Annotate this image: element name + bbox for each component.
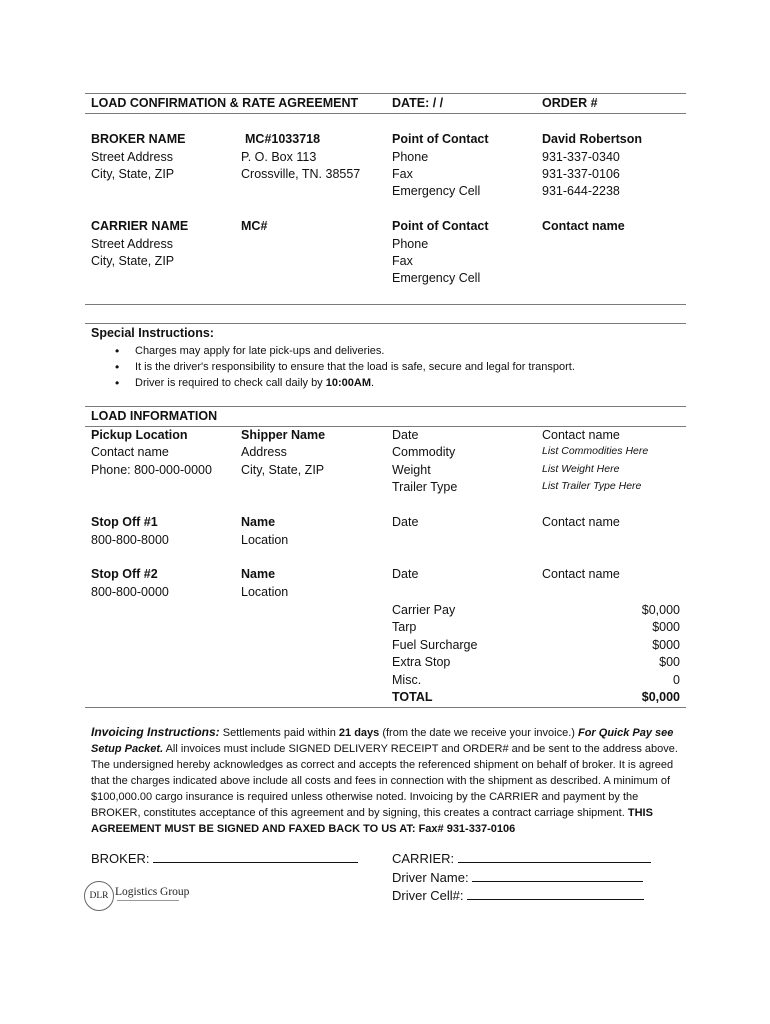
carrier-signature-line[interactable] bbox=[458, 850, 651, 863]
broker-poc-value: David Robertson bbox=[542, 132, 643, 146]
invoicing-heading: Invoicing Instructions: bbox=[91, 725, 220, 739]
broker-signature[interactable] bbox=[91, 850, 358, 867]
broker-city-value: Crossville, TN. 38557 bbox=[241, 167, 361, 181]
broker-signature-label: BROKER: bbox=[91, 851, 150, 866]
carrier-poc-label: Point of Contact bbox=[392, 219, 489, 233]
broker-emergency-value: 931-644-2238 bbox=[542, 184, 620, 198]
broker-po-box: P. O. Box 113 bbox=[241, 150, 317, 164]
broker-mc: MC#1033718 bbox=[245, 132, 321, 146]
total-label: TOTAL bbox=[392, 690, 433, 704]
total-value: $0,000 bbox=[641, 690, 680, 704]
broker-signature-line[interactable] bbox=[153, 850, 358, 863]
list-item-text: . bbox=[371, 377, 375, 389]
special-instructions-heading: Special Instructions: bbox=[91, 326, 214, 340]
stop-2-date: Date bbox=[392, 567, 419, 581]
carrier-name-label: CARRIER NAME bbox=[91, 219, 189, 233]
divider bbox=[85, 93, 686, 94]
divider bbox=[85, 707, 686, 708]
broker-street: Street Address bbox=[91, 150, 173, 164]
weight-value: List Weight Here bbox=[542, 463, 620, 475]
date-label: DATE: / / bbox=[392, 96, 444, 110]
broker-emergency-label: Emergency Cell bbox=[392, 184, 481, 198]
fuel-surcharge-label: Fuel Surcharge bbox=[392, 638, 478, 652]
stop-2-name: Name bbox=[241, 567, 276, 581]
broker-poc-label: Point of Contact bbox=[392, 132, 489, 146]
commodity-value: List Commodities Here bbox=[542, 445, 649, 457]
logo-underline bbox=[117, 900, 179, 904]
carrier-pay-label: Carrier Pay bbox=[392, 603, 456, 617]
list-item-text: Driver is required to check call daily by bbox=[135, 377, 326, 389]
commodity-label: Commodity bbox=[392, 445, 456, 459]
trailer-type-label: Trailer Type bbox=[392, 480, 458, 494]
stop-1-label: Stop Off #1 bbox=[91, 515, 158, 529]
fax-back-notice: THIS AGREEMENT MUST BE SIGNED AND FAXED BACK TO US AT: Fax# 931-337-0106 bbox=[91, 807, 653, 835]
carrier-phone-label: Phone bbox=[392, 237, 429, 251]
pickup-contact: Contact name bbox=[91, 445, 169, 459]
tarp-label: Tarp bbox=[392, 620, 417, 634]
carrier-city: City, State, ZIP bbox=[91, 254, 175, 268]
quick-pay-note: For Quick Pay see Setup Packet. bbox=[91, 727, 674, 755]
stop-2-contact: Contact name bbox=[542, 567, 620, 581]
invoicing-text: (from the date we receive your invoice.) bbox=[379, 727, 578, 739]
pickup-phone: Phone: 800-000-0000 bbox=[91, 463, 212, 477]
carrier-fax-label: Fax bbox=[392, 254, 413, 268]
company-logo bbox=[84, 881, 190, 911]
driver-name-label: Driver Name: bbox=[392, 870, 469, 885]
shipper-address: Address bbox=[241, 445, 287, 459]
carrier-pay-value: $0,000 bbox=[641, 603, 680, 617]
stop-1-name: Name bbox=[241, 515, 276, 529]
divider bbox=[85, 406, 686, 407]
list-item bbox=[115, 375, 575, 391]
pickup-location-label: Pickup Location bbox=[91, 428, 188, 442]
list-item: • It is the driver's responsibility to ensure that the load is safe, secure and legal for transport. bbox=[115, 359, 575, 375]
driver-cell-field[interactable] bbox=[392, 887, 644, 904]
carrier-emergency-label: Emergency Cell bbox=[392, 271, 481, 285]
tarp-value: $000 bbox=[652, 620, 680, 634]
driver-name-field[interactable] bbox=[392, 869, 643, 886]
broker-fax-value: 931-337-0106 bbox=[542, 167, 620, 181]
carrier-street: Street Address bbox=[91, 237, 173, 251]
stop-1-location: Location bbox=[241, 533, 289, 547]
driver-cell-line[interactable] bbox=[467, 887, 644, 900]
check-call-time: 10:00AM bbox=[325, 377, 371, 389]
broker-city: City, State, ZIP bbox=[91, 167, 175, 181]
load-information-heading: LOAD INFORMATION bbox=[91, 409, 218, 423]
list-item: • Charges may apply for late pick-ups and deliveries. bbox=[115, 343, 575, 359]
stop-1-contact: Contact name bbox=[542, 515, 620, 529]
carrier-signature[interactable] bbox=[392, 850, 651, 867]
extra-stop-label: Extra Stop bbox=[392, 655, 451, 669]
order-label: ORDER # bbox=[542, 96, 598, 110]
divider bbox=[85, 323, 686, 324]
broker-name-label: BROKER NAME bbox=[91, 132, 186, 146]
trailer-type-value: List Trailer Type Here bbox=[542, 480, 642, 492]
broker-fax-label: Fax bbox=[392, 167, 413, 181]
driver-cell-label: Driver Cell#: bbox=[392, 888, 464, 903]
carrier-signature-label: CARRIER: bbox=[392, 851, 455, 866]
driver-name-line[interactable] bbox=[472, 869, 643, 882]
special-instructions-list bbox=[115, 343, 575, 391]
pickup-contact-label: Contact name bbox=[542, 428, 620, 442]
broker-phone-label: Phone bbox=[392, 150, 429, 164]
extra-stop-value: $00 bbox=[659, 655, 680, 669]
carrier-mc: MC# bbox=[241, 219, 268, 233]
pickup-date-label: Date bbox=[392, 428, 419, 442]
payment-terms: 21 days bbox=[338, 727, 380, 739]
misc-label: Misc. bbox=[392, 673, 422, 687]
invoicing-text: Settlements paid within bbox=[219, 727, 339, 739]
stop-2-phone: 800-800-0000 bbox=[91, 585, 169, 599]
stop-2-location: Location bbox=[241, 585, 289, 599]
weight-label: Weight bbox=[392, 463, 431, 477]
divider bbox=[85, 304, 686, 305]
broker-phone-value: 931-337-0340 bbox=[542, 150, 620, 164]
misc-value: 0 bbox=[673, 673, 680, 687]
logo-emblem: DLR bbox=[84, 881, 114, 911]
stop-1-phone: 800-800-8000 bbox=[91, 533, 169, 547]
document-title: LOAD CONFIRMATION & RATE AGREEMENT bbox=[91, 96, 359, 110]
stop-2-label: Stop Off #2 bbox=[91, 567, 158, 581]
divider bbox=[85, 113, 686, 114]
invoicing-instructions bbox=[91, 724, 681, 837]
shipper-city: City, State, ZIP bbox=[241, 463, 325, 477]
fuel-surcharge-value: $000 bbox=[652, 638, 680, 652]
invoicing-text: All invoices must include SIGNED DELIVERY RECEIPT and ORDER# and be sent to the address above. The undersigned hereby acknowledges as correct and accepts the referenced shipment on behalf of broker. It is agreed that the charges indicated above include all costs and fees in connection with the shipment as described. A minimum of $100,000.00 cargo insurance is required unless otherwise noted. Invoicing by the CARRIER and payment by the BROKER, constitutes acceptance of this agreement and by signing, this creates a contract carriage shipment. bbox=[91, 743, 678, 819]
carrier-contact-value: Contact name bbox=[542, 219, 625, 233]
shipper-name-label: Shipper Name bbox=[241, 428, 326, 442]
stop-1-date: Date bbox=[392, 515, 419, 529]
logo-name: Logistics Group bbox=[115, 886, 190, 898]
